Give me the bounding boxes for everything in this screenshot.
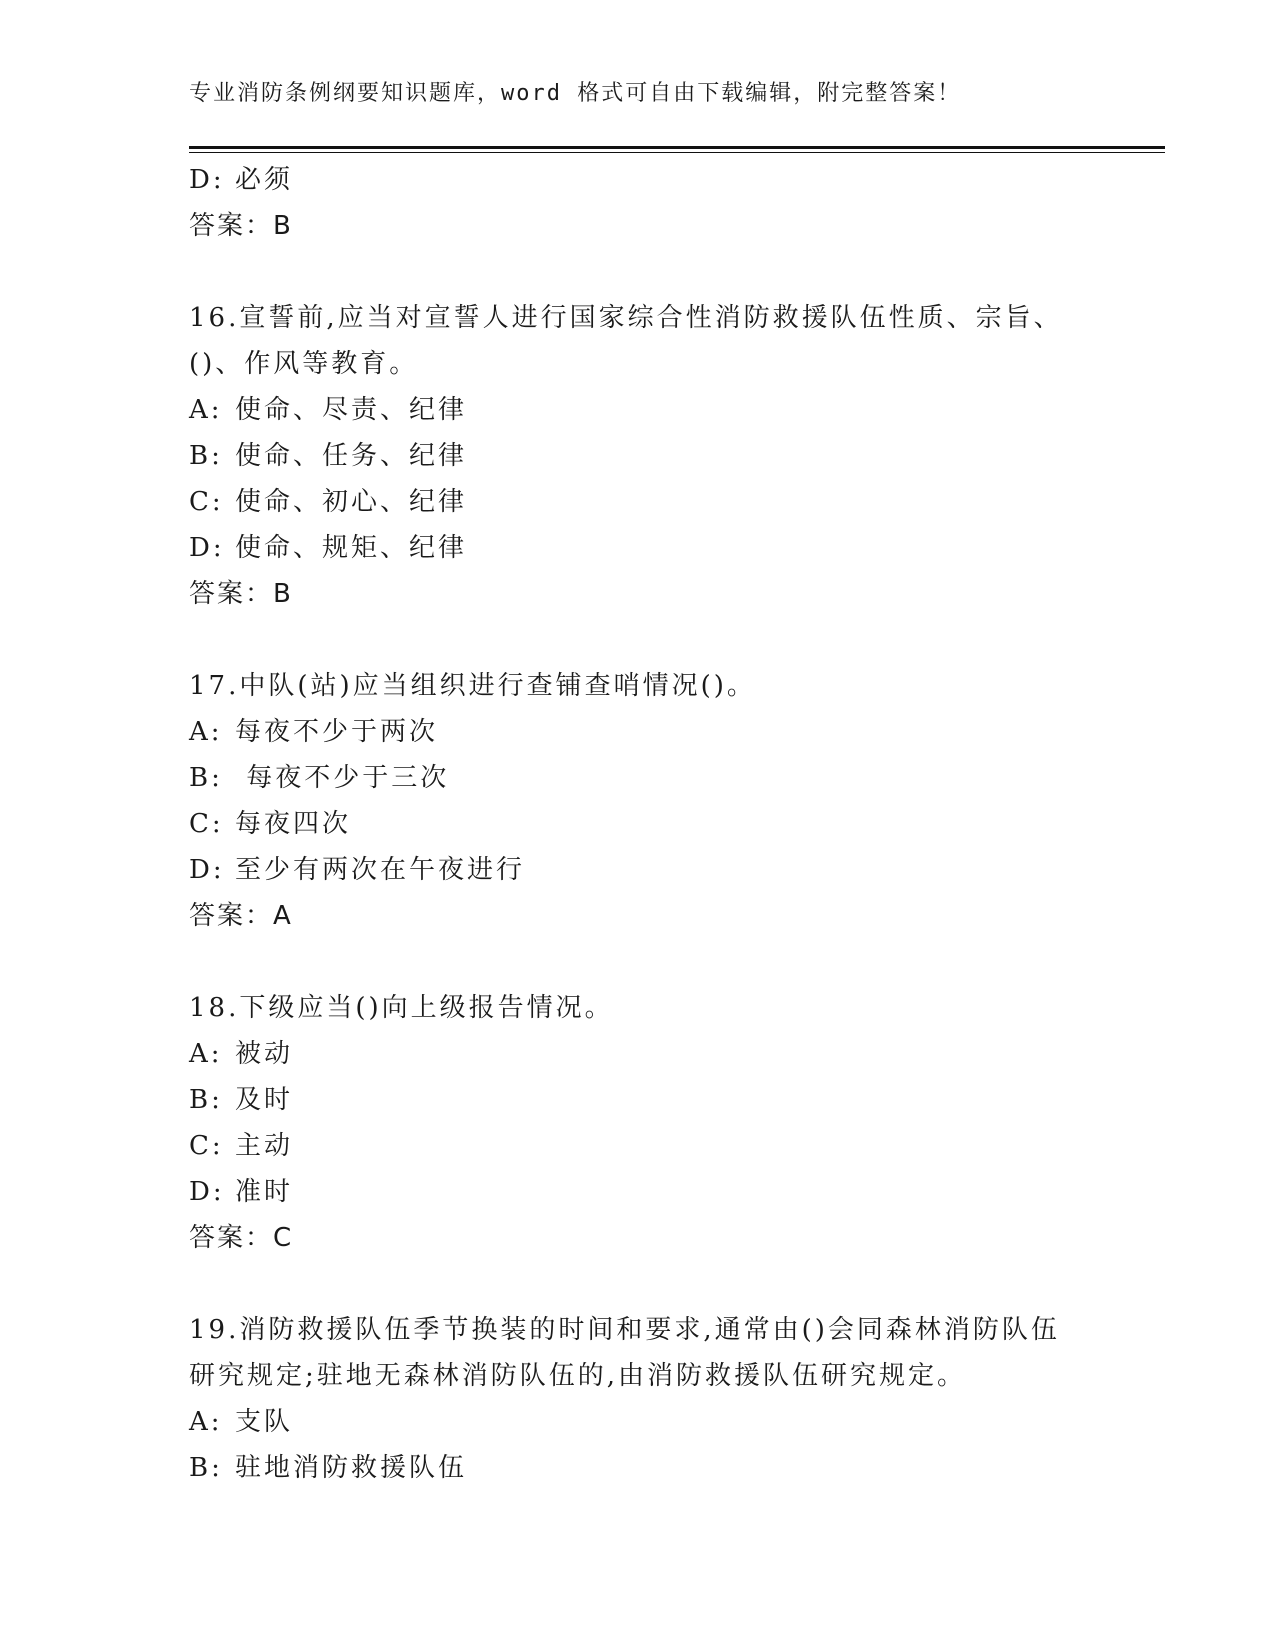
- option-label: B:: [189, 1453, 223, 1483]
- option-label: A:: [189, 395, 223, 425]
- option-row: [189, 1445, 1089, 1491]
- option-label: D:: [189, 1177, 225, 1207]
- option-row: [189, 387, 1089, 433]
- header-rule-thin: [189, 152, 1165, 153]
- option-text: 每夜不少于两次: [235, 717, 439, 747]
- option-text: 及时: [235, 1085, 294, 1115]
- option-text: 每夜四次: [235, 809, 352, 839]
- option-text: 使命、尽责、纪律: [235, 395, 468, 425]
- option-label: A:: [189, 717, 223, 747]
- option-text: 必须: [235, 165, 294, 195]
- question-stem: ()、作风等教育。: [189, 349, 419, 379]
- option-label: B:: [189, 763, 223, 793]
- option-row: [189, 433, 1089, 479]
- option-row: [189, 1169, 1089, 1215]
- option-label: C:: [189, 809, 224, 839]
- option-row: [189, 1123, 1089, 1169]
- answer-line: 答案：B: [189, 579, 293, 609]
- option-label: D:: [189, 165, 225, 195]
- option-label: D:: [189, 533, 225, 563]
- prev-question-block: [189, 157, 1089, 249]
- question-stem: 17.中队(站)应当组织进行查铺查哨情况()。: [189, 671, 756, 701]
- answer-line: 答案：B: [189, 211, 293, 241]
- question-list: [189, 157, 1089, 1491]
- option-text: 支队: [235, 1407, 294, 1437]
- answer-line: 答案：C: [189, 1223, 294, 1253]
- question-block: [189, 1307, 1089, 1491]
- question-block: [189, 985, 1089, 1261]
- option-label: D:: [189, 855, 225, 885]
- option-label: A:: [189, 1407, 223, 1437]
- option-row: [189, 709, 1089, 755]
- question-stem: 研究规定;驻地无森林消防队伍的,由消防救援队伍研究规定。: [189, 1361, 967, 1391]
- option-row: [189, 525, 1089, 571]
- page-header-title: 专业消防条例纲要知识题库，word 格式可自由下载编辑，附完整答案！: [189, 81, 962, 106]
- question-block: [189, 663, 1089, 939]
- option-text: 驻地消防救援队伍: [235, 1453, 468, 1483]
- option-text: 使命、规矩、纪律: [235, 533, 468, 563]
- answer-line: 答案：A: [189, 901, 293, 931]
- question-stem: 19.消防救援队伍季节换装的时间和要求,通常由()会同森林消防队伍: [189, 1315, 1060, 1345]
- option-label: C:: [189, 487, 224, 517]
- option-row: [189, 1077, 1089, 1123]
- question-block: [189, 295, 1089, 617]
- option-label: A:: [189, 1039, 223, 1069]
- option-text: 每夜不少于三次: [235, 763, 450, 793]
- question-stem: 18.下级应当()向上级报告情况。: [189, 993, 614, 1023]
- option-row: [189, 847, 1089, 893]
- option-text: 使命、初心、纪律: [235, 487, 468, 517]
- option-text: 准时: [235, 1177, 294, 1207]
- option-text: 被动: [235, 1039, 294, 1069]
- option-label: C:: [189, 1131, 224, 1161]
- option-label: B:: [189, 1085, 223, 1115]
- option-row: [189, 1399, 1089, 1445]
- option-row: [189, 755, 1089, 801]
- header-rule-thick: [189, 146, 1165, 149]
- option-text: 至少有两次在午夜进行: [235, 855, 526, 885]
- option-text: 使命、任务、纪律: [235, 441, 468, 471]
- question-stem: 16.宣誓前,应当对宣誓人进行国家综合性消防救援队伍性质、宗旨、: [189, 303, 1063, 333]
- option-text: 主动: [235, 1131, 294, 1161]
- option-row: [189, 801, 1089, 847]
- option-row: [189, 157, 1089, 203]
- option-row: [189, 479, 1089, 525]
- option-row: [189, 1031, 1089, 1077]
- option-label: B:: [189, 441, 223, 471]
